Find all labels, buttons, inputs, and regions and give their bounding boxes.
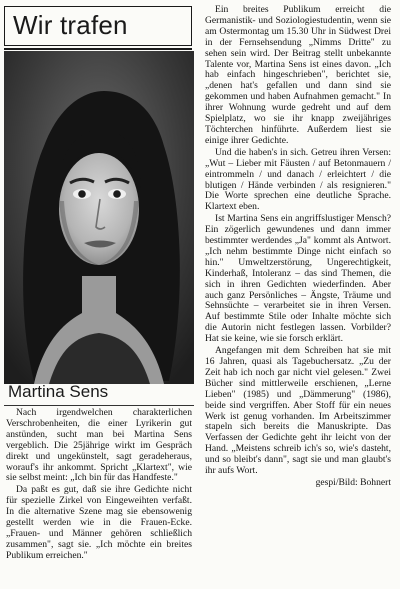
article-paragraph: Nach irgendwelchen charakterlichen Verschrobenheiten, die einer Lyrikerin gut anstünden, sucht man bei Martina Sens vergeblich. Die 25jährige wirkt im Gespräch direkt und ungekünstelt, sagt geradeheraus, worauf's ihr ankommt. Spricht „Klartext", wie sie selbst meint: „Ich bin für das Handfeste." (6, 407, 192, 484)
rubric-title: Wir trafen (13, 10, 128, 40)
article-paragraph: Da paßt es gut, daß sie ihre Gedichte nicht für spezielle Zirkel von Eingeweihten verfaßt. In die alternative Szene mag sie ebensowenig gestellt werden wie in die Frauen-Ecke. „Frauen- und Männer gehören schließlich zusammen", sagt sie. „Ich möchte ein breites Publikum erreichen." (6, 484, 192, 561)
left-text-column (6, 408, 192, 562)
portrait-photo (4, 51, 194, 384)
caption-rule (4, 405, 194, 406)
rubric-box (4, 6, 192, 46)
portrait-illustration (4, 51, 194, 384)
article-paragraph: Ist Martina Sens ein angriffslustiger Mensch? Ein zögerlich gewundenes und dann immer bestimmter werdendes „Ja" kommt als Antwort. „Ich nehm bestimmte Dinge nicht einfach so hin." Umweltzerstörung, Ungerechtigkeit, Kinderhaß, Intoleranz – das sind Themen, die sich in ihren Gedichten wiederfinden. Aber auch ganz Persönliches – Ängste, Träume und Sehnsüchte – verarbeitet sie in ihren Versen. Auf bestimmte Stile oder Inhalte möchte sich die Autorin nicht festlegen lassen. Vorbilder? Hat sie keine, wie sie forsch erklärt. (205, 213, 391, 345)
right-text-column (205, 5, 391, 489)
article-paragraph: Angefangen mit dem Schreiben hat sie mit 16 Jahren, quasi als Tagebuchersatz. „Zu der Zeit hab ich noch gar nicht viel gelesen." Zwei Bücher sind mittlerweile erschienen, „Lerne Lieben" (1985) und „Dämmerung" (1986), beide sind vergriffen. Aber Stoff für ein neues Werk ist genug vorhanden. Im Arbeitszimmer stapeln sich bereits die Manuskripte. Das Verfassen der Gedichte geht ihr leicht von der Hand. „Meistens schreib ich's so, wie's dasteht, und so bleibt's dann", sagt sie und man glaubt's ihr aufs Wort. (205, 345, 391, 477)
photo-caption: Martina Sens (8, 382, 109, 401)
article-paragraph: Ein breites Publikum erreicht die Germanistik- und Soziologiestudentin, wenn sie am Ostermontag um 15.30 Uhr in Südwest Drei in der Fernsehsendung „Nimms Dritte" zu sehen sein wird. Der Beitrag stellt unbekannte Talente vor, Martina Sens ist eines davon. „Ich hab einfach hingeschrieben", berichtet sie, „denen hat's gefallen und dann sind sie gekommen und haben Aufnahmen gemacht." In ihrer Wohnung wurde gedreht und auf dem Spielplatz, wo sie ihr knapp zweijähriges Töchterchen hinführte. Außerdem liest sie einige ihrer Gedichte. (205, 4, 391, 146)
rubric-rule (4, 48, 192, 50)
article-paragraph: Und die haben's in sich. Getreu ihren Versen: „Wut – Lieber mit Fäusten / auf Betonmauern / eintrommeln / und danach / erleichtert / die blutigen / Hände verbinden / als resignieren." Die Worte sprechen eine deutliche Sprache. Klartext eben. (205, 146, 391, 213)
author-credit: gespi/Bild: Bohnert (315, 476, 391, 488)
